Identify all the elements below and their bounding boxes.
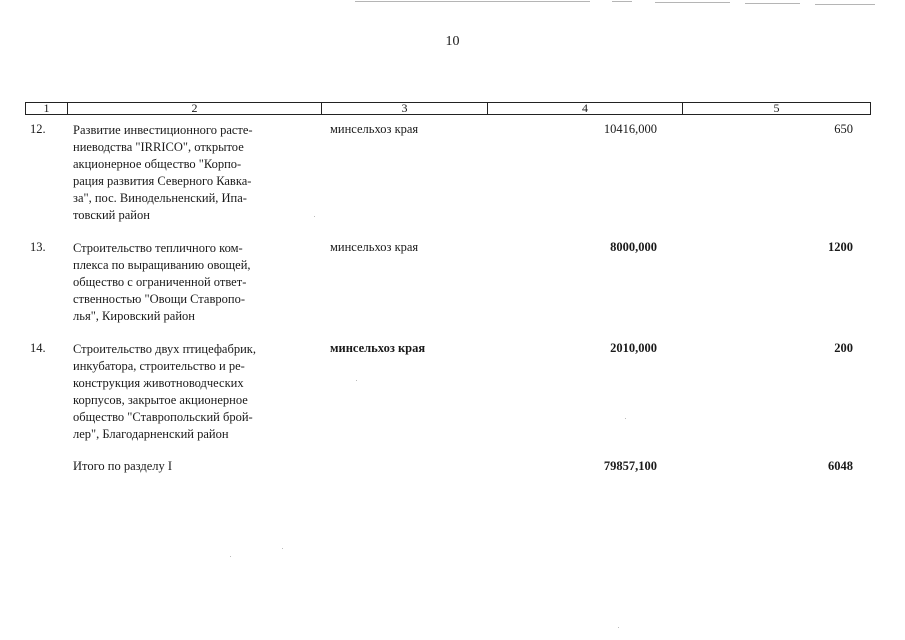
- responsible-org: минсельхоз края: [330, 122, 419, 136]
- column-header-5: 5: [773, 101, 780, 115]
- scan-speck: [282, 548, 283, 549]
- responsible-org: минсельхоз края: [330, 341, 426, 355]
- text-line: ственностью "Овощи Ставропо-: [73, 292, 245, 306]
- text-line: лья", Кировский район: [73, 309, 195, 323]
- scan-speck: [618, 627, 619, 628]
- text-line: акционерное общество "Корпо-: [73, 157, 242, 171]
- text-line: общество "Ставропольский брой-: [73, 410, 253, 424]
- column-header-4: 4: [488, 103, 683, 114]
- column-header-1: 1: [26, 103, 68, 114]
- column-header-2: 2: [68, 103, 322, 114]
- column-header-3: 3: [322, 103, 488, 114]
- page-number: 10: [445, 34, 460, 49]
- jobs-count: 650: [834, 122, 853, 136]
- scan-speck: [356, 380, 357, 381]
- responsible-org: минсельхоз края: [330, 240, 419, 254]
- text-line: Развитие инвестиционного расте-: [73, 123, 253, 137]
- scan-line: [655, 2, 730, 3]
- scan-speck: [230, 556, 231, 557]
- scan-line: [815, 4, 875, 5]
- text-line: Строительство двух птицефабрик,: [73, 342, 256, 356]
- investment-amount: 8000,000: [610, 240, 657, 254]
- total-label: Итого по разделу I: [73, 459, 173, 473]
- text-line: Строительство тепличного ком-: [73, 241, 243, 255]
- total-count: 6048: [828, 459, 853, 473]
- text-line: ниеводства "IRRICO", открытое: [73, 140, 244, 154]
- text-line: лер", Благодарненский район: [73, 427, 229, 441]
- text-line: общество с ограниченной ответ-: [73, 275, 247, 289]
- row-number: 12.: [30, 122, 46, 136]
- text-line: за", пос. Винодельненский, Ипа-: [73, 191, 247, 205]
- total-amount: 79857,100: [603, 459, 657, 473]
- table-header: [25, 102, 871, 115]
- scan-line: [612, 1, 632, 2]
- text-line: корпусов, закрытое акционерное: [73, 393, 248, 407]
- scan-speck: [314, 216, 315, 217]
- text-line: инкубатора, строительство и ре-: [73, 359, 245, 373]
- scan-line: [355, 1, 590, 2]
- investment-amount: 2010,000: [610, 341, 657, 355]
- scan-line: [745, 3, 800, 4]
- investment-amount: 10416,000: [603, 122, 657, 136]
- text-line: конструкция животноводческих: [73, 376, 244, 390]
- text-line: плекса по выращиванию овощей,: [73, 258, 251, 272]
- text-line: рация развития Северного Кавка-: [73, 174, 252, 188]
- jobs-count: 1200: [828, 240, 853, 254]
- row-number: 13.: [30, 240, 46, 254]
- text-line: товский район: [73, 208, 150, 222]
- project-name: [73, 122, 318, 224]
- scan-speck: [625, 418, 626, 419]
- project-name: [73, 341, 318, 443]
- project-name: [73, 240, 318, 325]
- row-number: 14.: [30, 341, 46, 355]
- jobs-count: 200: [834, 341, 853, 355]
